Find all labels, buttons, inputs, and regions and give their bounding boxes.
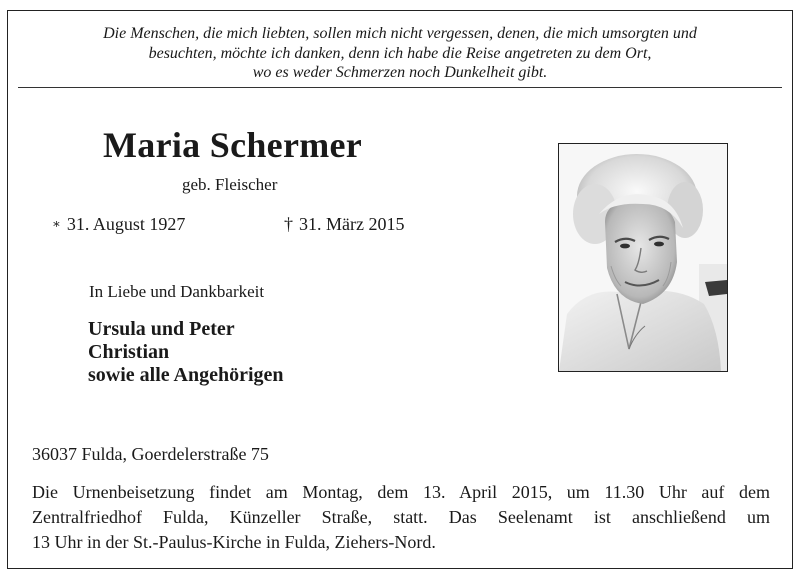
portrait-photo [558,143,728,372]
notice-line: 13 Uhr in der St.-Paulus-Kirche in Fulda, Ziehers-Nord. [32,532,436,552]
separator-rule [18,87,782,88]
death-date: 31. März 2015 [299,214,405,234]
notice-line: Die Urnenbeisetzung findet am Montag, dem 13. April 2015, um 11.30 Uhr auf dem [32,482,770,502]
death-cross-icon: † [284,214,293,234]
mourner-name: sowie alle Angehörigen [88,364,284,386]
mourner-name: Ursula und Peter [88,318,235,340]
notice-line: Zentralfriedhof Fulda, Künzeller Straße, statt. Das Seelenamt ist anschließend um [32,507,770,527]
deceased-name: Maria Schermer [103,125,363,165]
poem-line: besuchten, möchte ich danken, denn ich habe die Reise angetreten zu dem Ort, [148,44,652,62]
mourners-list [88,318,284,387]
poem-line: Die Menschen, die mich liebten, sollen mich nicht vergessen, denen, die mich umsorgten und [103,25,697,42]
birth-star-icon: ∗ [52,216,61,231]
birth-date: 31. August 1927 [66,214,186,234]
birth-date-line [52,214,185,235]
maiden-name: geb. Fleischer [182,175,278,194]
mourners-intro: In Liebe und Dankbarkeit [89,282,265,301]
death-date-line [284,214,404,235]
portrait-illustration [559,144,727,371]
funeral-notice [32,480,770,555]
mourner-name: Christian [88,341,170,363]
poem-line: wo es weder Schmerzen noch Dunkelheit gibt. [252,64,548,81]
poem-verse [20,24,780,83]
address-line: 36037 Fulda, Goerdelerstraße 75 [32,444,269,464]
